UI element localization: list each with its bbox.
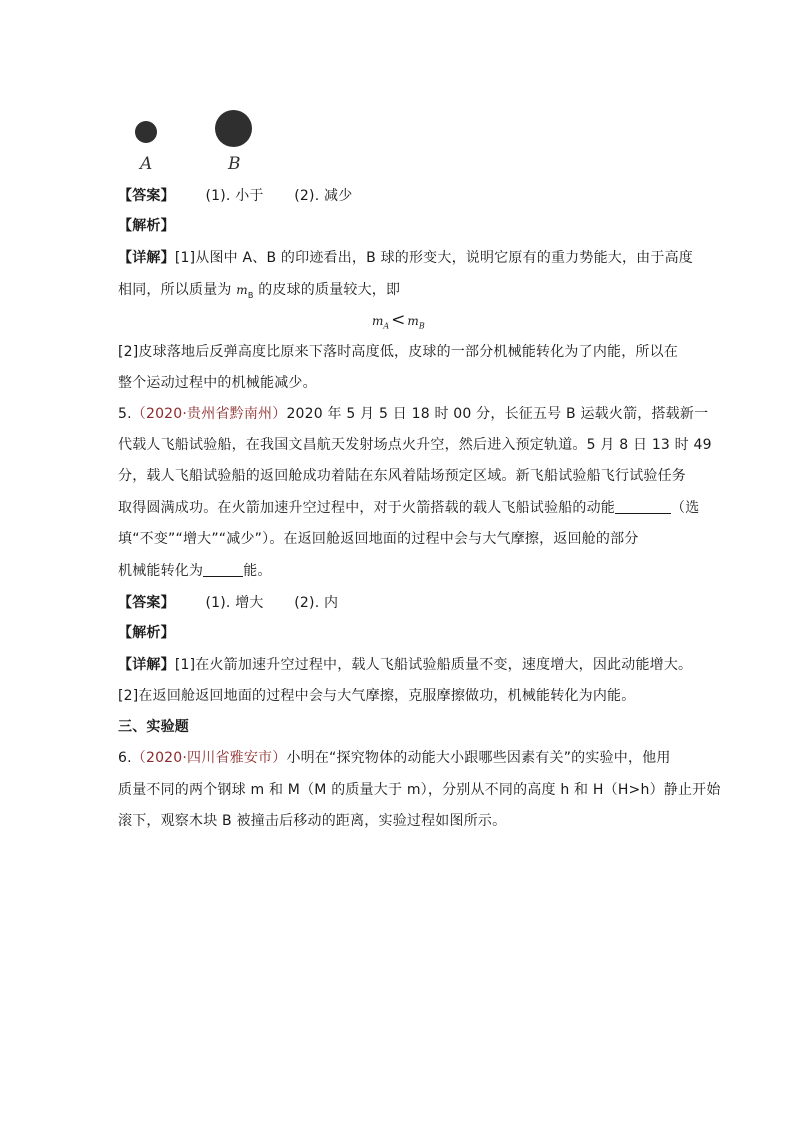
answer-1: (1). 增大 [205, 595, 264, 611]
question-source: （2020·四川省雅安市） [131, 750, 287, 766]
question-number: 5. [118, 406, 132, 422]
question-source: （2020·贵州省黔南州） [131, 406, 287, 422]
q4-detail-line-2: 相同，所以质量为 $m_B$ 的皮球的质量较大，即 [118, 282, 401, 300]
q4-detail-line-1: 【详解】[1]从图中 A、B 的印迹看出，B 球的形变大，说明它原有的重力势能大，由于高度 [118, 250, 693, 266]
q5-line-5: 填“不变”“增大”“减少”）。在返回舱返回地面的过程中会与大气摩擦，返回舱的部分 [118, 531, 639, 547]
answer-2: (2). 内 [294, 595, 339, 611]
q5-line-3: 分，载人飞船试验船的返回舱成功着陆在东风着陆场预定区域。新飞船试验船飞行试验任务 [118, 468, 686, 484]
answer-tag: 【答案】 [118, 188, 175, 204]
q5-analysis-tag: 【解析】 [118, 625, 175, 641]
ball-a [135, 121, 157, 143]
q5-line-1: 5.（2020·贵州省黔南州）2020 年 5 月 5 日 18 时 00 分，长征五号 B 运载火箭，搭载新一 [118, 406, 709, 422]
mass-inequality: $m_A < m_B$ [372, 310, 425, 331]
answer-blank [203, 562, 243, 577]
answer-blank [615, 499, 671, 514]
ball-a-label: A [140, 154, 153, 174]
q5-detail-line-1: 【详解】[1]在火箭加速升空过程中，载人飞船试验船质量不变，速度增大，因此动能增大。 [118, 657, 693, 673]
ball-b-label: B [228, 154, 241, 174]
q5-answer: 【答案】 (1). 增大 (2). 内 [118, 595, 339, 611]
q4-analysis-tag: 【解析】 [118, 218, 175, 234]
question-number: 6. [118, 750, 132, 766]
q4-detail-line-4: 整个运动过程中的机械能减少。 [118, 375, 317, 391]
detail-tag: 【详解】 [118, 250, 175, 266]
ball-b [215, 110, 252, 147]
q5-line-2: 代载人飞船试验船，在我国文昌航天发射场点火升空，然后进入预定轨道。5 月 8 日 13 时 49 [118, 437, 712, 453]
q4-answer [118, 186, 678, 206]
q5-line-4: 取得圆满成功。在火箭加速升空过程中，对于火箭搭载的载人飞船试验船的动能 （选 [118, 500, 700, 516]
section-title: 三、实验题 [118, 719, 189, 735]
answer-2: (2). 减少 [294, 188, 353, 204]
q5-line-6: 机械能转化为 能。 [118, 563, 272, 579]
q4-detail-line-3: [2]皮球落地后反弹高度比原来下落时高度低，皮球的一部分机械能转化为了内能，所以在 [118, 344, 679, 360]
q6-line-3: 滚下，观察木块 B 被撞击后移动的距离，实验过程如图所示。 [118, 813, 507, 829]
q6-line-1: 6.（2020·四川省雅安市）小明在“探究物体的动能大小跟哪些因素有关”的实验中，他用 [118, 750, 671, 766]
q6-line-2: 质量不同的两个钢球 m 和 M（M 的质量大于 m），分别从不同的高度 h 和 H（H>h）静止开始 [118, 782, 721, 798]
q5-detail-line-2: [2]在返回舱返回地面的过程中会与大气摩擦，克服摩擦做功，机械能转化为内能。 [118, 688, 636, 704]
answer-1: (1). 小于 [205, 188, 264, 204]
